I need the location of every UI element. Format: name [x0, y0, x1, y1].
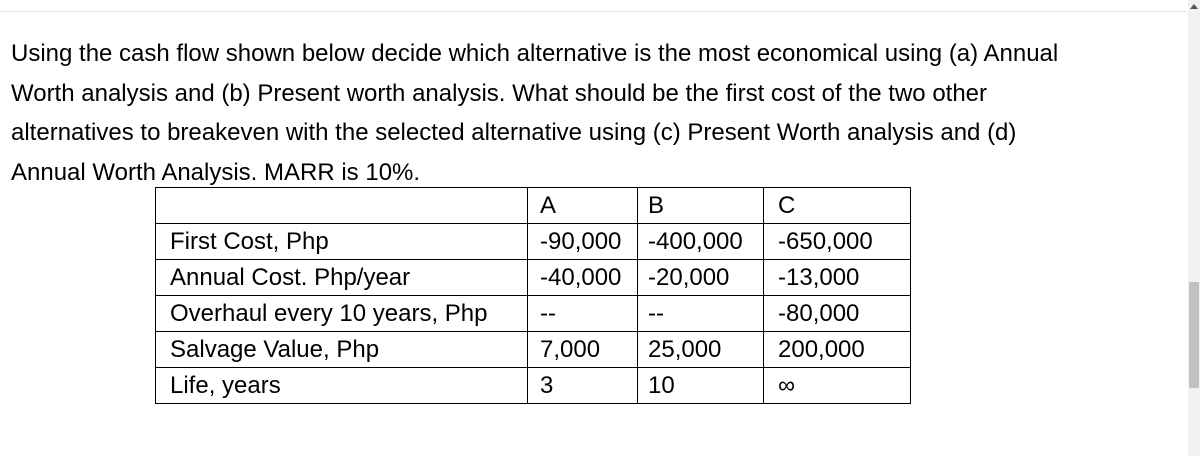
table-row [156, 260, 911, 296]
problem-statement [11, 34, 1161, 192]
cell-c: -650,000 [764, 224, 911, 260]
cell-b: -20,000 [638, 260, 764, 296]
header-cell-c: C [764, 188, 911, 224]
table-row [156, 332, 911, 368]
row-label: Overhaul every 10 years, Php [156, 296, 528, 332]
cash-flow-table [155, 187, 911, 404]
row-label: First Cost, Php [156, 224, 528, 260]
cell-a: -40,000 [528, 260, 638, 296]
problem-line: Using the cash flow shown below decide which alternative is the most economical using (a) Annual [11, 40, 1059, 67]
table-header-row [156, 188, 911, 224]
cell-c: -13,000 [764, 260, 911, 296]
header-cell-empty [156, 188, 528, 224]
table-row [156, 224, 911, 260]
cell-b: -- [638, 296, 764, 332]
table-row [156, 296, 911, 332]
scroll-up-arrow-icon[interactable] [1190, 4, 1198, 9]
header-cell-a: A [528, 188, 638, 224]
row-label: Life, years [156, 368, 528, 404]
cell-c: -80,000 [764, 296, 911, 332]
problem-line: Annual Worth Analysis. MARR is 10%. [11, 158, 421, 186]
scrollbar-thumb[interactable] [1189, 282, 1199, 388]
cell-c: 200,000 [764, 332, 911, 368]
problem-line: Worth analysis and (b) Present worth analysis. What should be the first cost of the two other [11, 79, 988, 107]
row-label: Annual Cost. Php/year [156, 260, 528, 296]
cell-b: -400,000 [638, 224, 764, 260]
table-row [156, 368, 911, 404]
top-divider [0, 0, 1200, 12]
cell-a: 7,000 [528, 332, 638, 368]
vertical-scrollbar[interactable] [1188, 0, 1200, 456]
header-cell-b: B [638, 188, 764, 224]
cell-c: ∞ [764, 368, 911, 404]
problem-line: alternatives to breakeven with the selected alternative using (c) Present Worth analysis and (d) [11, 119, 1017, 146]
cell-b: 25,000 [638, 332, 764, 368]
cell-a: -90,000 [528, 224, 638, 260]
cell-b: 10 [638, 368, 764, 404]
cell-a: 3 [528, 368, 638, 404]
cell-a: -- [528, 296, 638, 332]
row-label: Salvage Value, Php [156, 332, 528, 368]
